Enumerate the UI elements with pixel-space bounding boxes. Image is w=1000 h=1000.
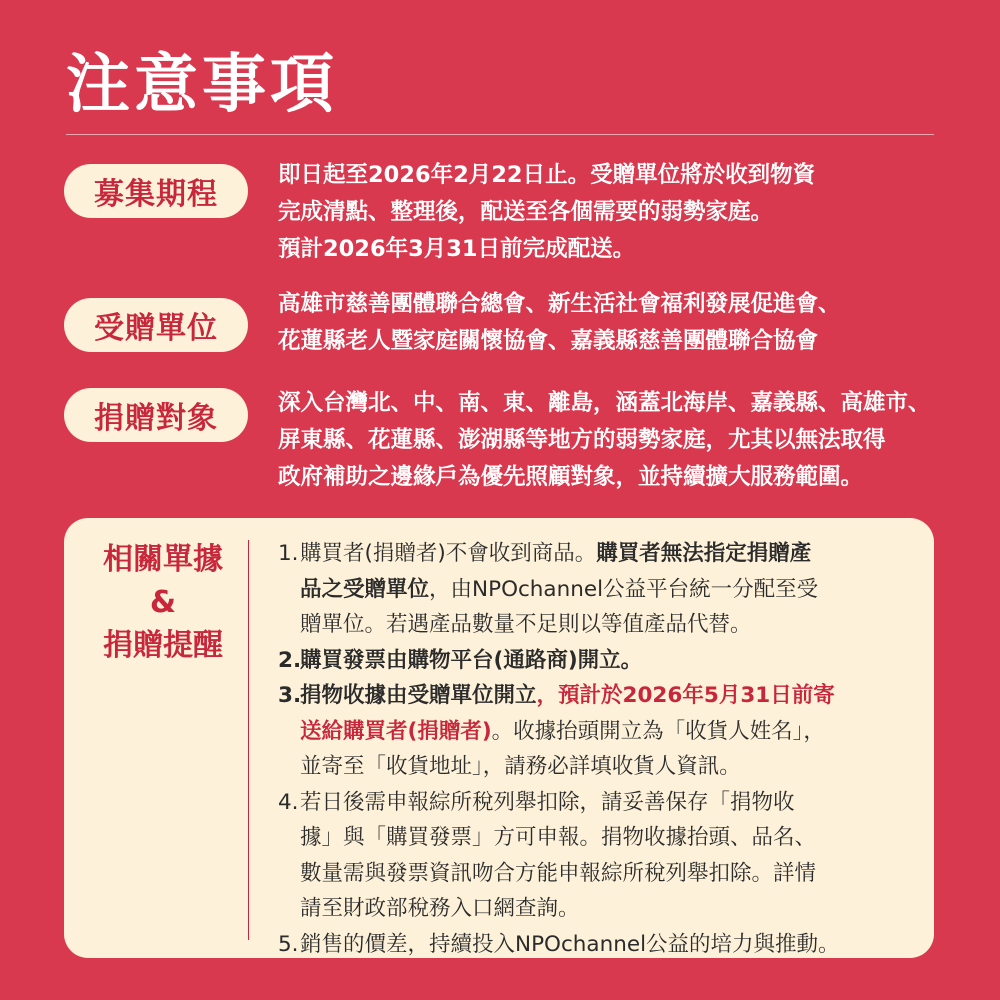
item-number: 1. <box>278 541 299 566</box>
text-line: 高雄市慈善團體聯合總會、新生活社會福利發展促進會、 <box>278 291 841 317</box>
label-donation-targets: 捐贈對象 <box>64 388 248 442</box>
donation-targets-text <box>278 385 942 496</box>
label-recipient-units: 受贈單位 <box>64 298 248 352</box>
text-line: 屏東縣、花蓮縣、澎湖縣等地方的弱勢家庭，尤其以無法取得 <box>278 427 886 453</box>
card-divider <box>248 540 249 940</box>
item-text: 購買者(捐贈者)不會收到商品。 <box>300 541 597 566</box>
item-line: 若日後需申報綜所稅列舉扣除，請妥善保存「捐物收 <box>300 789 795 815</box>
list-item <box>278 785 918 927</box>
page-title: 注意事項 <box>66 48 338 122</box>
text-line: 政府補助之邊緣戶為優先照顧對象，並持續擴大服務範圍。 <box>278 464 864 490</box>
text-line: 完成清點、整理後，配送至各個需要的弱勢家庭。 <box>278 199 774 225</box>
card-label-line: 相關單據 <box>103 542 223 577</box>
item-text: 。收據抬頭開立為「收貨人姓名」， <box>491 718 825 744</box>
list-item <box>278 678 918 785</box>
item-line: 並寄至「收貨地址」，請務必詳填收貨人資訊。 <box>300 754 741 779</box>
item-line: 數量需與發票資訊吻合方能申報綜所稅列舉扣除。詳情 <box>300 860 817 886</box>
item-line: 贈單位。若遇產品數量不足則以等值產品代替。 <box>300 612 752 637</box>
recipient-units-text <box>278 286 942 360</box>
item-text-highlight: 送給購買者(捐贈者) <box>300 718 492 744</box>
item-line: 據」與「購買發票」方可申報。捐物收據抬頭、品名、 <box>300 825 817 850</box>
list-item <box>278 643 918 679</box>
item-line <box>300 678 918 714</box>
label-collection-period: 募集期程 <box>64 164 248 218</box>
item-text-highlight: ，預計於2026年5月31日前寄 <box>536 683 835 708</box>
card-label <box>88 538 238 667</box>
text-line: 深入台灣北、中、南、東、離島，涵蓋北海岸、嘉義縣、高雄市、 <box>278 390 931 416</box>
item-number: 3. <box>278 683 302 708</box>
text-line: 花蓮縣老人暨家庭關懷協會、嘉義縣慈善團體聯合協會 <box>278 328 819 354</box>
item-line <box>300 536 918 572</box>
item-line: 銷售的價差，持續投入NPOchannel公益的培力與推動。 <box>300 931 840 957</box>
item-text-bold: 購買者無法指定捐贈產 <box>596 541 812 566</box>
card-label-ampersand: & <box>149 585 177 620</box>
item-number: 2. <box>278 647 302 673</box>
item-line <box>300 714 918 750</box>
list-item <box>278 536 918 643</box>
item-number: 4. <box>278 789 299 815</box>
item-line: 請至財政部稅務入口網查詢。 <box>300 896 580 921</box>
text-line: 預計2026年3月31日前完成配送。 <box>278 236 636 262</box>
text-line: 即日起至2026年2月22日止。受贈單位將於收到物資 <box>278 162 816 188</box>
receipts-reminder-card <box>64 518 934 958</box>
reminder-list <box>278 536 918 962</box>
item-text-bold: 品之受贈單位 <box>300 576 430 602</box>
title-divider <box>66 134 934 135</box>
item-line <box>300 572 918 608</box>
card-label-line: 捐贈提醒 <box>103 628 223 663</box>
item-text-bold: 捐物收據由受贈單位開立 <box>300 683 537 708</box>
collection-period-text <box>278 157 942 268</box>
item-text: ，由NPOchannel公益平台統一分配至受 <box>429 576 819 602</box>
item-number: 5. <box>278 931 299 957</box>
item-line: 購買發票由購物平台(通路商)開立。 <box>300 647 643 673</box>
list-item <box>278 927 918 963</box>
